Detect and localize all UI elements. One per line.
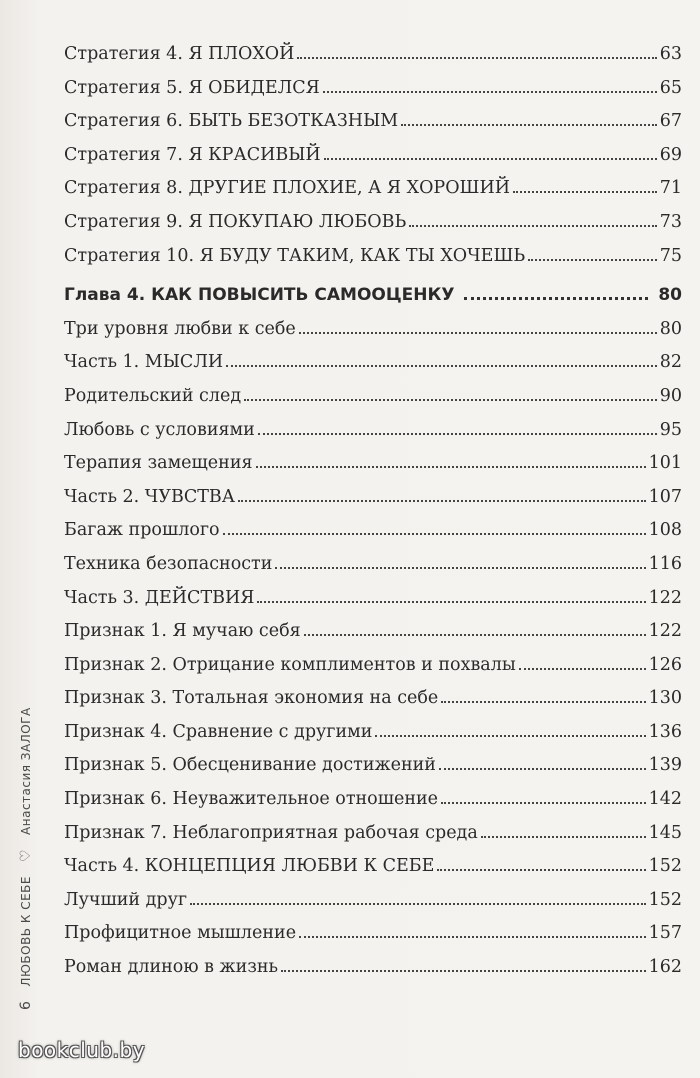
toc-leader-dots — [226, 365, 657, 367]
table-of-contents — [64, 44, 682, 991]
toc-entry — [64, 178, 682, 212]
toc-leader-dots — [299, 936, 646, 938]
toc-entry-page: 69 — [659, 144, 682, 165]
toc-entry-title: Терапия замещения — [64, 453, 253, 474]
toc-leader-dots — [375, 735, 645, 737]
toc-leader-dots — [299, 332, 657, 334]
toc-leader-dots — [513, 191, 657, 193]
toc-entry-page: 82 — [659, 352, 682, 373]
toc-leader-dots — [528, 259, 657, 261]
toc-entry-page: 116 — [648, 553, 682, 574]
toc-entry-title: Стратегия 10. Я БУДУ ТАКИМ, КАК ТЫ ХОЧЕШЬ — [64, 245, 526, 266]
toc-leader-dots — [190, 903, 646, 905]
toc-entry-title: Стратегия 7. Я КРАСИВЫЙ — [64, 144, 321, 165]
toc-leader-dots — [519, 668, 646, 670]
toc-entry — [64, 246, 682, 280]
toc-entry-page: 142 — [648, 789, 682, 810]
toc-entry — [64, 722, 682, 756]
heart-outline-icon: ♡ — [18, 848, 34, 863]
toc-entry — [64, 487, 682, 521]
toc-entry — [64, 319, 682, 353]
toc-entry-title: Часть 4. КОНЦЕПЦИЯ ЛЮБВИ К СЕБЕ — [64, 856, 435, 877]
toc-entry-title: Стратегия 6. БЫТЬ БЕЗОТКАЗНЫМ — [64, 111, 399, 132]
toc-entry — [64, 789, 682, 823]
toc-leader-dots — [437, 869, 645, 871]
toc-entry — [64, 621, 682, 655]
toc-leader-dots — [304, 634, 646, 636]
toc-entry — [64, 453, 682, 487]
toc-entry — [64, 588, 682, 622]
toc-entry-page: 152 — [648, 856, 682, 877]
toc-leader-dots — [323, 91, 657, 93]
toc-entry — [64, 856, 682, 890]
toc-entry-title: Стратегия 5. Я ОБИДЕЛСЯ — [64, 77, 320, 98]
toc-entry-page: 71 — [659, 178, 682, 199]
toc-entry-page: 136 — [648, 721, 682, 742]
running-header — [18, 707, 34, 1010]
toc-entry — [64, 145, 682, 179]
watermark: bookclub.by — [18, 1038, 146, 1062]
toc-entry — [64, 688, 682, 722]
toc-leader-dots — [441, 802, 646, 804]
toc-entry-title: Родительский след — [64, 385, 242, 406]
toc-entry — [64, 655, 682, 689]
toc-entry-title: Багаж прошлого — [64, 520, 220, 541]
toc-entry-title: Признак 3. Тотальная экономия на себе — [64, 688, 439, 709]
toc-entry — [64, 923, 682, 957]
toc-chapter-entry — [64, 285, 682, 319]
toc-entry — [64, 386, 682, 420]
toc-entry-page: 145 — [648, 822, 682, 843]
toc-entry-title: Признак 4. Сравнение с другими — [64, 721, 373, 742]
toc-entry — [64, 78, 682, 112]
toc-entry-page: 80 — [658, 285, 682, 306]
toc-entry — [64, 554, 682, 588]
toc-entry-page: 139 — [648, 755, 682, 776]
toc-leader-dots — [258, 433, 657, 435]
toc-entry — [64, 755, 682, 789]
toc-leader-dots — [441, 701, 645, 703]
toc-entry-title: Признак 2. Отрицание комплиментов и похвалы — [64, 654, 516, 675]
toc-entry-title: Стратегия 8. ДРУГИЕ ПЛОХИЕ, А Я ХОРОШИЙ — [64, 178, 511, 199]
toc-entry-page: 73 — [659, 211, 682, 232]
toc-entry — [64, 212, 682, 246]
toc-entry-page: 162 — [648, 957, 682, 978]
toc-leader-dots — [223, 533, 646, 535]
toc-entry-page: 108 — [648, 520, 682, 541]
toc-entry-title: Часть 1. МЫСЛИ — [64, 352, 224, 373]
toc-entry-title: Признак 6. Неуважительное отношение — [64, 789, 439, 810]
toc-entry-title: Глава 4. КАК ПОВЫСИТЬ САМООЦЕНКУ — [64, 285, 455, 306]
toc-entry — [64, 352, 682, 386]
toc-entry-title: Три уровня любви к себе — [64, 318, 296, 339]
book-title: ЛЮБОВЬ К СЕБЕ — [19, 876, 33, 987]
toc-entry-page: 101 — [648, 453, 682, 474]
toc-entry-page: 65 — [659, 77, 682, 98]
toc-leader-dots — [257, 601, 645, 603]
toc-leader-dots — [256, 466, 646, 468]
toc-leader-dots — [439, 768, 646, 770]
toc-entry-page: 63 — [659, 44, 682, 64]
toc-entry-page: 126 — [648, 654, 682, 675]
author-name: Анастасия ЗАЛОГА — [19, 707, 33, 835]
toc-entry-page: 107 — [648, 486, 682, 507]
page-number: 6 — [18, 1000, 34, 1010]
toc-entry-title: Профицитное мышление — [64, 923, 297, 944]
toc-entry-title: Любовь с условиями — [64, 419, 255, 440]
toc-entry — [64, 420, 682, 454]
toc-leader-dots — [401, 124, 657, 126]
toc-entry-page: 122 — [648, 587, 682, 608]
toc-leader-dots — [324, 158, 657, 160]
toc-leader-dots — [244, 399, 657, 401]
toc-entry-title: Техника безопасности — [64, 553, 273, 574]
toc-entry-title: Стратегия 4. Я ПЛОХОЙ — [64, 44, 295, 64]
toc-entry — [64, 957, 682, 991]
toc-leader-dots — [275, 567, 645, 569]
toc-entry-title: Признак 1. Я мучаю себя — [64, 621, 301, 642]
toc-entry-title: Часть 2. ЧУВСТВА — [64, 486, 236, 507]
toc-entry — [64, 111, 682, 145]
toc-leader-dots — [409, 225, 656, 227]
toc-entry-page: 90 — [659, 385, 682, 406]
toc-entry-title: Часть 3. ДЕЙСТВИЯ — [64, 587, 255, 608]
toc-entry-page: 157 — [648, 923, 682, 944]
toc-entry — [64, 44, 682, 78]
toc-entry-title: Стратегия 9. Я ПОКУПАЮ ЛЮБОВЬ — [64, 211, 407, 232]
toc-entry-page: 122 — [648, 621, 682, 642]
toc-entry — [64, 890, 682, 924]
toc-entry-title: Лучший друг — [64, 889, 188, 910]
toc-entry-title: Роман длиною в жизнь — [64, 957, 279, 978]
toc-entry-page: 95 — [659, 419, 682, 440]
toc-entry-page: 75 — [659, 245, 682, 266]
toc-entry — [64, 823, 682, 857]
toc-leader-dots — [238, 500, 646, 502]
toc-leader-dots — [464, 297, 648, 300]
toc-leader-dots — [297, 57, 656, 59]
toc-entry-page: 152 — [648, 889, 682, 910]
toc-entry — [64, 520, 682, 554]
toc-leader-dots — [481, 836, 646, 838]
toc-entry-page: 67 — [659, 111, 682, 132]
toc-entry-title: Признак 7. Неблагоприятная рабочая среда — [64, 822, 478, 843]
toc-entry-title: Признак 5. Обесценивание достижений — [64, 755, 436, 776]
toc-entry-page: 130 — [648, 688, 682, 709]
toc-entry-page: 80 — [659, 318, 682, 339]
toc-leader-dots — [281, 970, 646, 972]
